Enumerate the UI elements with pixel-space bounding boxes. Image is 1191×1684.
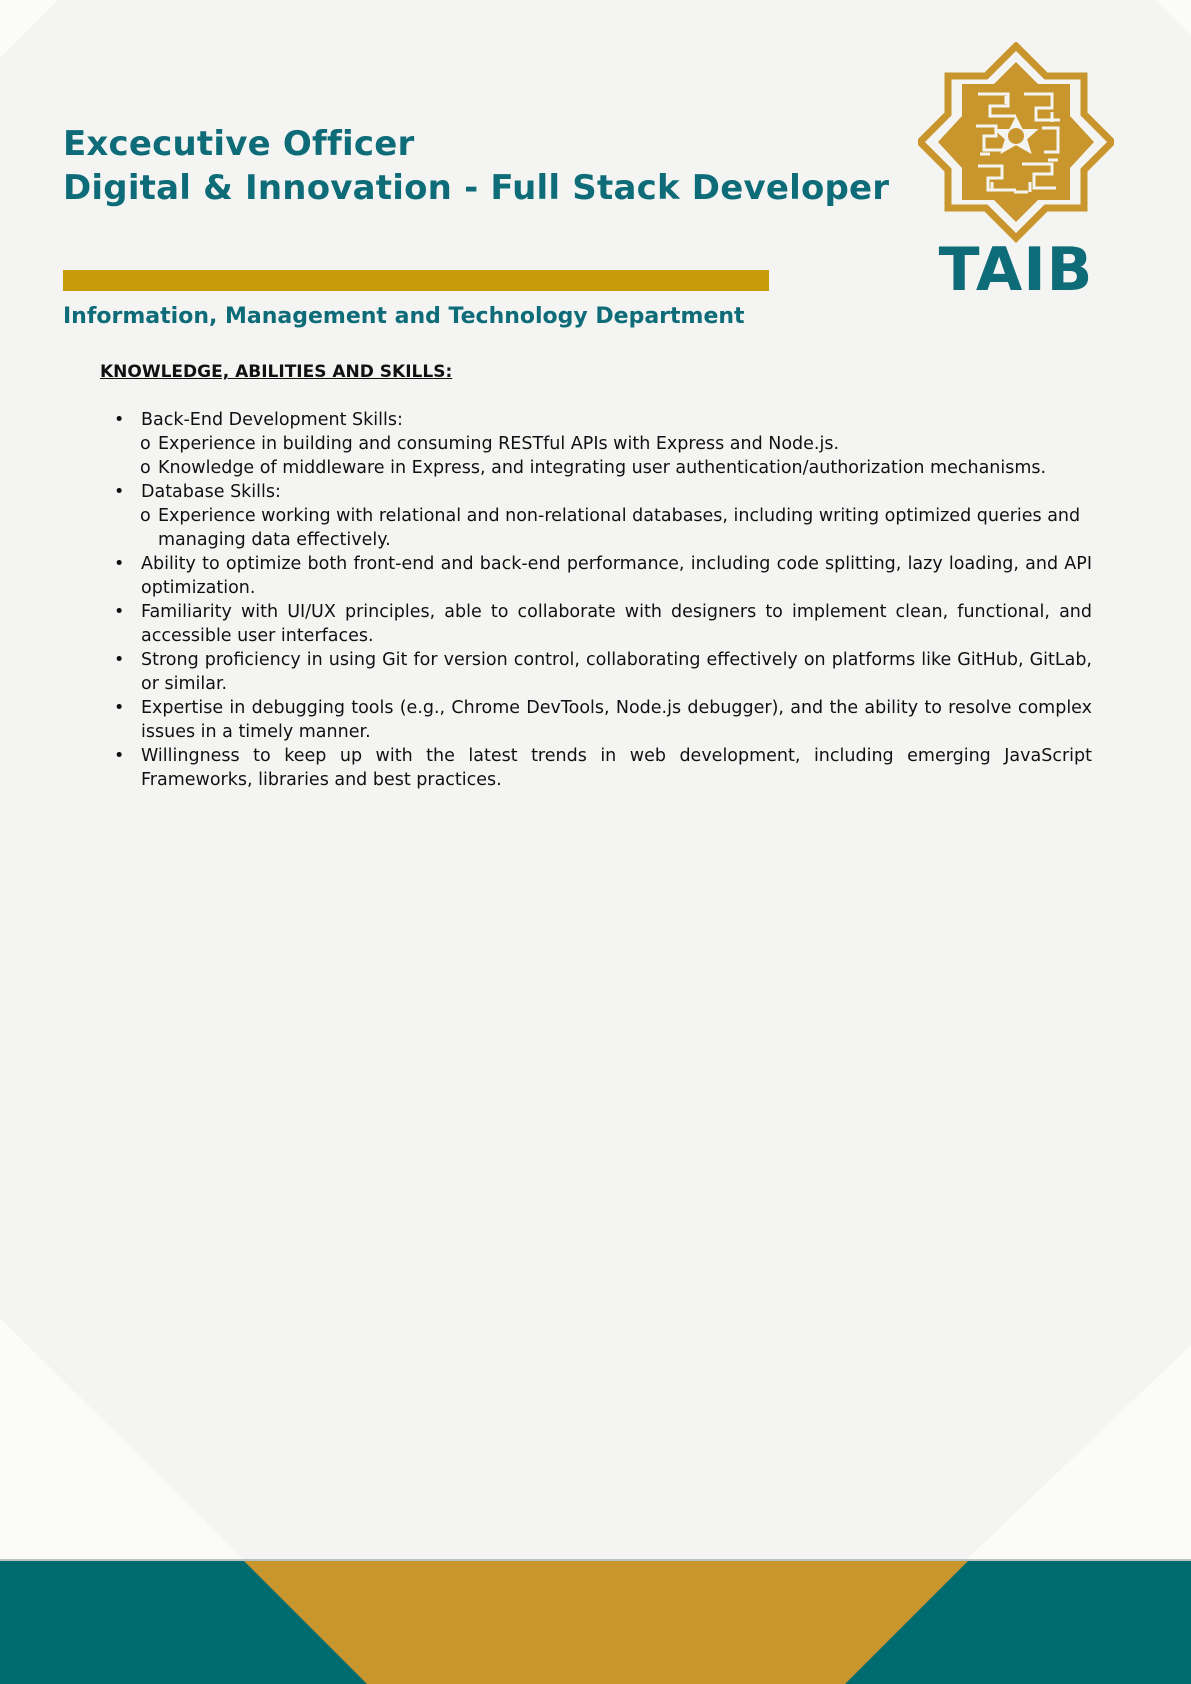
bullet-marker: • bbox=[114, 602, 125, 622]
skill-item bbox=[112, 648, 1092, 696]
bullet-marker: • bbox=[114, 650, 125, 670]
title-line-1: Excecutive Officer bbox=[63, 124, 415, 164]
title-divider-bar bbox=[63, 270, 769, 291]
skill-subitem-text: Experience working with relational and non-relational databases, including writing optimized queries and managing data effectively. bbox=[158, 506, 1081, 550]
skill-subitem bbox=[112, 432, 1092, 456]
bullet-marker: • bbox=[114, 746, 125, 766]
top-right-corner-shade bbox=[1155, 0, 1191, 36]
skill-text: Database Skills: bbox=[141, 482, 281, 502]
title-line-2: Digital & Innovation - Full Stack Developer bbox=[63, 168, 890, 208]
skill-text: Familiarity with UI/UX principles, able to collaborate with designers to implement clean, functional, and accessible user interfaces. bbox=[141, 602, 1092, 646]
skills-list bbox=[112, 408, 1092, 792]
bullet-marker: • bbox=[114, 482, 125, 502]
sub-bullet-marker: o bbox=[140, 506, 151, 526]
skill-item bbox=[112, 480, 1092, 504]
section-heading: KNOWLEDGE, ABILITIES AND SKILLS: bbox=[100, 362, 453, 382]
sub-bullet-marker: o bbox=[140, 458, 151, 478]
skill-text: Back-End Development Skills: bbox=[141, 410, 403, 430]
skill-subitem bbox=[112, 504, 1092, 552]
top-left-corner-shade bbox=[0, 0, 58, 58]
logo-wordmark: TAIB bbox=[938, 235, 1094, 297]
skill-text: Strong proficiency in using Git for version control, collaborating effectively on platforms like GitHub, GitLab, or similar. bbox=[141, 650, 1092, 694]
skill-subitem bbox=[112, 456, 1092, 480]
bullet-marker: • bbox=[114, 410, 125, 430]
skill-subitem-text: Knowledge of middleware in Express, and integrating user authentication/authorization mechanisms. bbox=[158, 458, 1047, 478]
page-title bbox=[63, 122, 889, 210]
skill-item bbox=[112, 408, 1092, 432]
department-name: Information, Management and Technology Department bbox=[63, 304, 745, 329]
skill-subitem-text: Experience in building and consuming RESTful APIs with Express and Node.js. bbox=[158, 434, 840, 454]
kufic-star-emblem-icon bbox=[920, 46, 1112, 238]
skill-item bbox=[112, 744, 1092, 792]
bottom-left-shade bbox=[0, 1318, 244, 1560]
footer-band-gold bbox=[244, 1561, 968, 1684]
skill-text: Expertise in debugging tools (e.g., Chrome DevTools, Node.js debugger), and the ability to resolve complex issues in a timely manner. bbox=[141, 698, 1092, 742]
taib-logo bbox=[918, 42, 1114, 297]
sub-bullet-marker: o bbox=[140, 434, 151, 454]
skill-item bbox=[112, 600, 1092, 648]
bullet-marker: • bbox=[114, 554, 125, 574]
skill-item bbox=[112, 552, 1092, 600]
bullet-marker: • bbox=[114, 698, 125, 718]
skill-text: Willingness to keep up with the latest trends in web development, including emerging JavaScript Frameworks, libraries and best practices. bbox=[141, 746, 1092, 790]
skill-text: Ability to optimize both front-end and back-end performance, including code splitting, lazy loading, and API optimization. bbox=[141, 554, 1092, 598]
skill-item bbox=[112, 696, 1092, 744]
bottom-right-shade bbox=[966, 1345, 1191, 1560]
